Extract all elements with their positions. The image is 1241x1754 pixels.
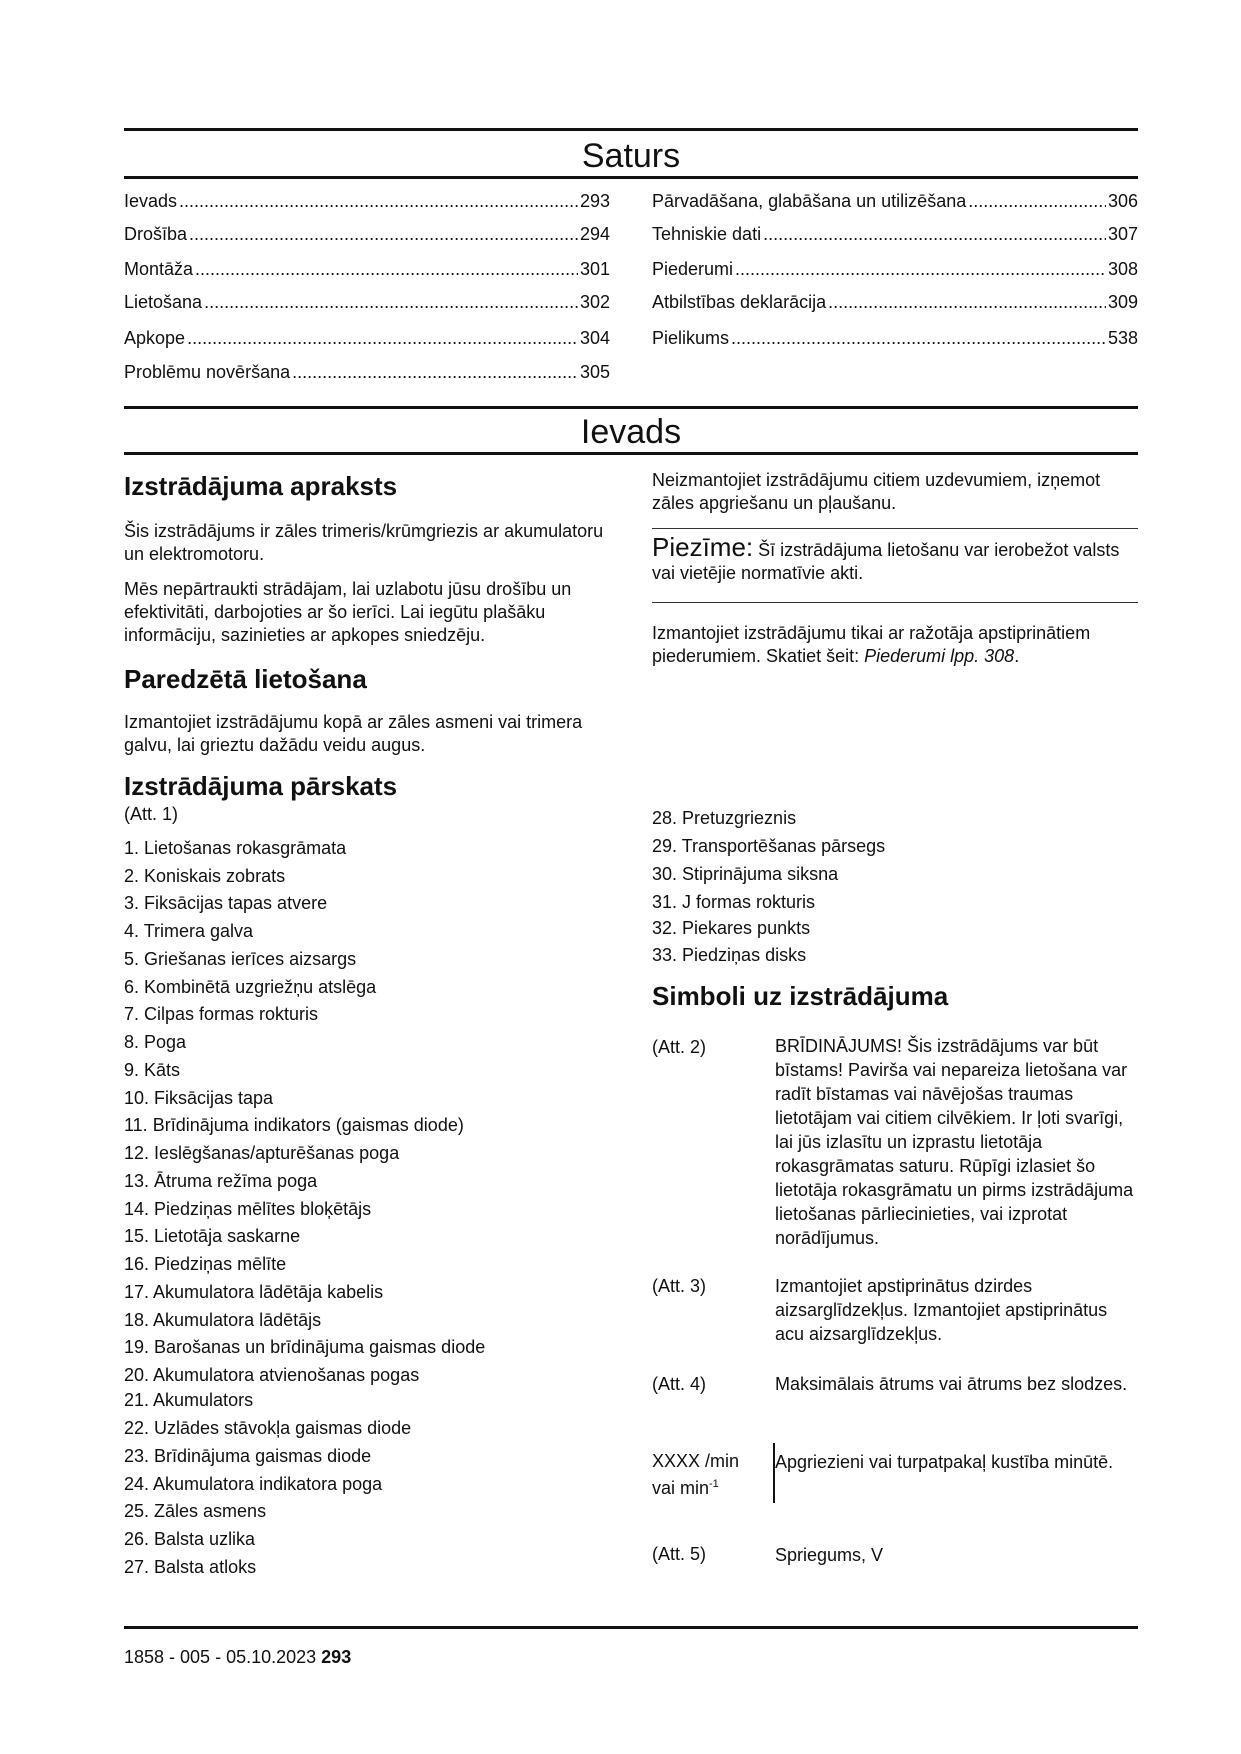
intended-use-paragraph: Izmantojiet izstrādājumu kopā ar zāles asmeni vai trimera galvu, lai grieztu dažādu veidu augus. bbox=[124, 712, 583, 755]
note-text: Šī izstrādājuma lietošanu var ierobežot valsts vai vietējie normatīvie akti. bbox=[652, 540, 1120, 583]
symbol-ref: (Att. 2) bbox=[652, 1037, 707, 1057]
list-item: 8. Poga bbox=[124, 1032, 187, 1052]
list-item: 14. Piedziņas mēlītes bloķētājs bbox=[124, 1199, 372, 1219]
symbol-ref: (Att. 5) bbox=[652, 1544, 707, 1564]
accessories-paragraph: Izmantojiet izstrādājumu tikai ar ražotāja apstiprinātiem piederumiem. Skatiet šeit: Piederumi lpp. 308. bbox=[652, 623, 1091, 666]
list-item: 11. Brīdinājuma indikators (gaismas diode) bbox=[124, 1115, 464, 1135]
list-item: 25. Zāles asmens bbox=[124, 1501, 267, 1521]
list-item: 13. Ātruma režīma poga bbox=[124, 1171, 318, 1191]
description-paragraph: Mēs nepārtraukti strādājam, lai uzlabotu jūsu drošību un efektivitāti, darbojoties ar šo ierīci. Lai iegūtu plašāku informāciju, sazinieties ar apkopes sniedzēju. bbox=[124, 579, 572, 645]
list-item: 31. J formas rokturis bbox=[652, 892, 816, 912]
list-item: 27. Balsta atloks bbox=[124, 1557, 257, 1577]
list-item: 5. Griešanas ierīces aizsargs bbox=[124, 949, 357, 969]
list-item: 15. Lietotāja saskarne bbox=[124, 1226, 301, 1246]
toc-entry[interactable]: Ievads ..... 293 bbox=[124, 191, 610, 212]
list-item: 26. Balsta uzlika bbox=[124, 1529, 256, 1549]
symbol-description: BRĪDINĀJUMS! Šis izstrādājums var būt bīstams! Pavirša vai nepareiza lietošana var radīt bīstamas vai nāvējošas traumas lietotājam vai citiem cilvēkiem. Ir ļoti svarīgi, lai jūs izlasītu un izprastu lietotāja rokasgrāmatas saturu. Rūpīgi izlasiet šo lietotāja rokasgrāmatu un pirms izstrādājuma lietošanas pārliecinieties, vai izprotat norādījumus. bbox=[775, 1036, 1134, 1248]
toc-title: Saturs bbox=[581, 137, 681, 175]
list-item: 24. Akumulatora indikatora poga bbox=[124, 1474, 383, 1494]
list-item: 33. Piedziņas disks bbox=[652, 945, 807, 965]
toc-entry[interactable]: Apkope ..... 304 bbox=[124, 328, 610, 349]
symbol-description: Apgriezieni vai turpatpakaļ kustība minūtē. bbox=[775, 1452, 1114, 1472]
toc-entry[interactable]: Montāža ..... 301 bbox=[124, 259, 610, 280]
intro-left-column bbox=[124, 470, 614, 757]
toc-entry[interactable]: Lietošana ..... 302 bbox=[124, 292, 610, 313]
symbol-description: Maksimālais ātrums vai ātrums bez slodzes. bbox=[775, 1374, 1128, 1394]
list-item: 9. Kāts bbox=[124, 1060, 181, 1080]
note-rule-top bbox=[652, 528, 1138, 529]
list-item: 19. Barošanas un brīdinājuma gaismas diode bbox=[124, 1337, 486, 1357]
list-item: 28. Pretuzgrieznis bbox=[652, 808, 797, 828]
toc-entry[interactable]: Pielikums ..... 538 bbox=[652, 328, 1138, 349]
top-rule bbox=[124, 128, 1138, 131]
list-item: 23. Brīdinājuma gaismas diode bbox=[124, 1446, 372, 1466]
symbol-description: Spriegums, V bbox=[775, 1545, 884, 1565]
overview-heading: Izstrādājuma pārskats bbox=[124, 771, 398, 801]
intro-rule-top bbox=[124, 406, 1138, 409]
overview-figure-ref: (Att. 1) bbox=[124, 804, 179, 824]
list-item: 29. Transportēšanas pārsegs bbox=[652, 836, 886, 856]
accessories-link[interactable]: Piederumi lpp. 308 bbox=[864, 646, 1015, 666]
toc-entry[interactable]: Tehniskie dati ..... 307 bbox=[652, 224, 1138, 245]
toc-entry[interactable]: Piederumi ..... 308 bbox=[652, 259, 1138, 280]
note-rule-bottom bbox=[652, 602, 1138, 603]
list-item: 3. Fiksācijas tapas atvere bbox=[124, 893, 328, 913]
intro-rule-bottom bbox=[124, 452, 1138, 455]
list-item: 30. Stiprinājuma siksna bbox=[652, 864, 839, 884]
footer-page-number: 293 bbox=[321, 1647, 352, 1667]
symbol-ref-rpm: XXXX /min vai $\min^{-1}$ bbox=[652, 1451, 740, 1498]
list-item: 4. Trimera galva bbox=[124, 921, 254, 941]
list-item: 1. Lietošanas rokasgrāmata bbox=[124, 838, 347, 858]
intro-title: Ievads bbox=[580, 413, 682, 451]
list-item: 6. Kombinētā uzgriežņu atslēga bbox=[124, 977, 377, 997]
toc-entry[interactable]: Pārvadāšana, glabāšana un utilizēšana ..... 306 bbox=[652, 191, 1138, 212]
list-item: 22. Uzlādes stāvokļa gaismas diode bbox=[124, 1418, 412, 1438]
list-item: 20. Akumulatora atvienošanas pogas bbox=[124, 1365, 420, 1385]
list-item: 17. Akumulatora lādētāja kabelis bbox=[124, 1282, 384, 1302]
usage-restriction-paragraph: Neizmantojiet izstrādājumu citiem uzdevumiem, izņemot zāles apgriešanu un pļaušanu. bbox=[652, 470, 1101, 513]
note-label: Piezīme: bbox=[652, 532, 754, 562]
intended-use-heading: Paredzētā lietošana bbox=[124, 664, 367, 694]
list-item: 18. Akumulatora lādētājs bbox=[124, 1310, 322, 1330]
toc-entry[interactable]: Problēmu novēršana ..... 305 bbox=[124, 362, 610, 383]
symbol-ref: (Att. 4) bbox=[652, 1374, 707, 1394]
intro-right-column bbox=[652, 469, 1138, 515]
symbol-ref: (Att. 3) bbox=[652, 1276, 707, 1296]
list-item: 21. Akumulators bbox=[124, 1390, 254, 1410]
symbols-heading: Simboli uz izstrādājuma bbox=[652, 981, 949, 1011]
note-block bbox=[652, 532, 1138, 585]
toc-title-rule bbox=[124, 176, 1138, 179]
list-item: 7. Cilpas formas rokturis bbox=[124, 1004, 319, 1024]
toc-entry[interactable]: Atbilstības deklarācija ..... 309 bbox=[652, 292, 1138, 313]
footer-rule bbox=[124, 1626, 1138, 1629]
footer bbox=[124, 1647, 351, 1668]
description-paragraph: Šis izstrādājums ir zāles trimeris/krūmgriezis ar akumulatoru un elektromotoru. bbox=[124, 521, 604, 564]
toc-entry[interactable]: Drošība ..... 294 bbox=[124, 224, 610, 245]
list-item: 32. Piekares punkts bbox=[652, 918, 811, 938]
symbol-description: Izmantojiet apstiprinātus dzirdes aizsarglīdzekļus. Izmantojiet apstiprinātus acu aizsarglīdzekļus. bbox=[775, 1276, 1108, 1344]
list-item: 16. Piedziņas mēlīte bbox=[124, 1254, 287, 1274]
list-item: 2. Koniskais zobrats bbox=[124, 866, 286, 886]
description-heading: Izstrādājuma apraksts bbox=[124, 471, 398, 501]
footer-doc-id: 1858 - 005 - 05.10.2023 bbox=[124, 1647, 317, 1667]
list-item: 12. Ieslēgšanas/apturēšanas poga bbox=[124, 1143, 400, 1163]
list-item: 10. Fiksācijas tapa bbox=[124, 1088, 274, 1108]
